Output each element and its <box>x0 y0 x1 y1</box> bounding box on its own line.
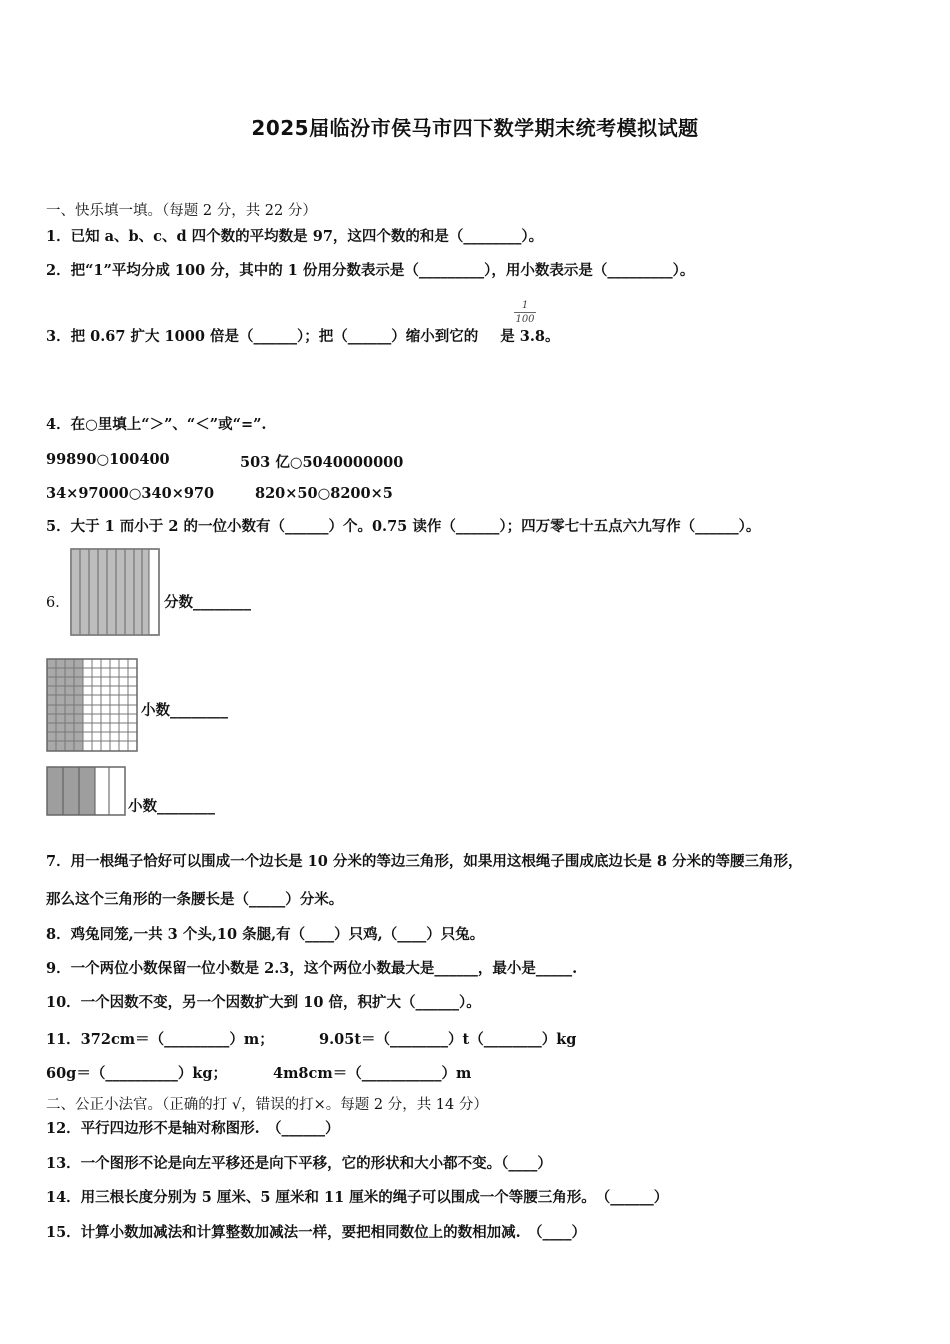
fraction-1-100 <box>514 300 536 325</box>
figure-hundred-grid <box>46 658 139 752</box>
question-2: 2．把“1”平均分成 100 分，其中的 1 份用分数表示是（_________），用小数表示是（_________）。 <box>46 262 695 279</box>
fraction-denominator: 100 <box>515 314 535 325</box>
question-7-line-2: 那么这个三角形的一条腰长是（_____）分米。 <box>46 891 344 908</box>
question-10: 10．一个因数不变，另一个因数扩大到 10 倍，积扩大（______）。 <box>46 994 481 1011</box>
section-heading-2: 二、公正小法官。（正确的打 √，错误的打×。每题 2 分，共 14 分） <box>46 1097 488 1113</box>
question-15: 15．计算小数加减法和计算整数加减法一样，要把相同数位上的数相加减. （____） <box>46 1224 586 1241</box>
figure-vertical-strips <box>70 548 162 636</box>
compare-4: 820×50○8200×5 <box>255 485 393 502</box>
question-4: 4．在○里填上“＞”、“＜”或“=”. <box>46 416 267 433</box>
section-heading-1: 一、快乐填一填。（每题 2 分，共 22 分） <box>46 203 317 219</box>
question-5: 5．大于 1 而小于 2 的一位小数有（______）个。0.75 读作（______）；四万零七十五点六九写作（______）。 <box>46 518 761 535</box>
question-11-a: 11．372cm＝（_________）m； <box>46 1031 274 1048</box>
compare-1: 99890○100400 <box>46 451 170 468</box>
figure-2-label: 小数________ <box>141 702 228 719</box>
figure-3-label: 小数________ <box>128 798 215 815</box>
compare-3: 34×97000○340×970 <box>46 485 215 502</box>
question-8: 8．鸡兔同笼,一共 3 个头,10 条腿,有（____）只鸡,（____）只兔。 <box>46 926 485 943</box>
question-9: 9．一个两位小数保留一位小数是 2.3，这个两位小数最大是______，最小是_____. <box>46 960 578 977</box>
question-11-b: 9.05t＝（________）t（________）kg <box>319 1031 577 1048</box>
question-12: 12．平行四边形不是轴对称图形. （______） <box>46 1120 340 1137</box>
question-6-number: 6． <box>46 595 70 611</box>
question-3-part-a: 3．把 0.67 扩大 1000 倍是（______）；把（______）缩小到它的 <box>46 328 479 345</box>
question-7-line-1: 7．用一根绳子恰好可以围成一个边长是 10 分米的等边三角形，如果用这根绳子围成底边长是 8 分米的等腰三角形， <box>46 853 803 870</box>
question-13: 13．一个图形不论是向左平移还是向下平移，它的形状和大小都不变。（____） <box>46 1155 552 1172</box>
fraction-numerator: 1 <box>521 300 529 311</box>
question-3-part-b: 是 3.8。 <box>500 328 560 345</box>
question-14: 14．用三根长度分别为 5 厘米、5 厘米和 11 厘米的绳子可以围成一个等腰三角形。 （______） <box>46 1189 669 1206</box>
figure-tenths-bar <box>46 766 128 816</box>
compare-2: 503 亿○5040000000 <box>240 454 404 471</box>
question-11-d: 4m8cm＝（___________）m <box>273 1065 472 1082</box>
figure-1-label: 分数________ <box>164 594 251 611</box>
question-11-c: 60g＝（__________）kg； <box>46 1065 228 1082</box>
page-title: 2025届临汾市侯马市四下数学期末统考模拟试题 <box>251 116 699 140</box>
question-1: 1．已知 a、b、c、d 四个数的平均数是 97，这四个数的和是（________）。 <box>46 228 544 245</box>
question-3 <box>46 328 559 346</box>
